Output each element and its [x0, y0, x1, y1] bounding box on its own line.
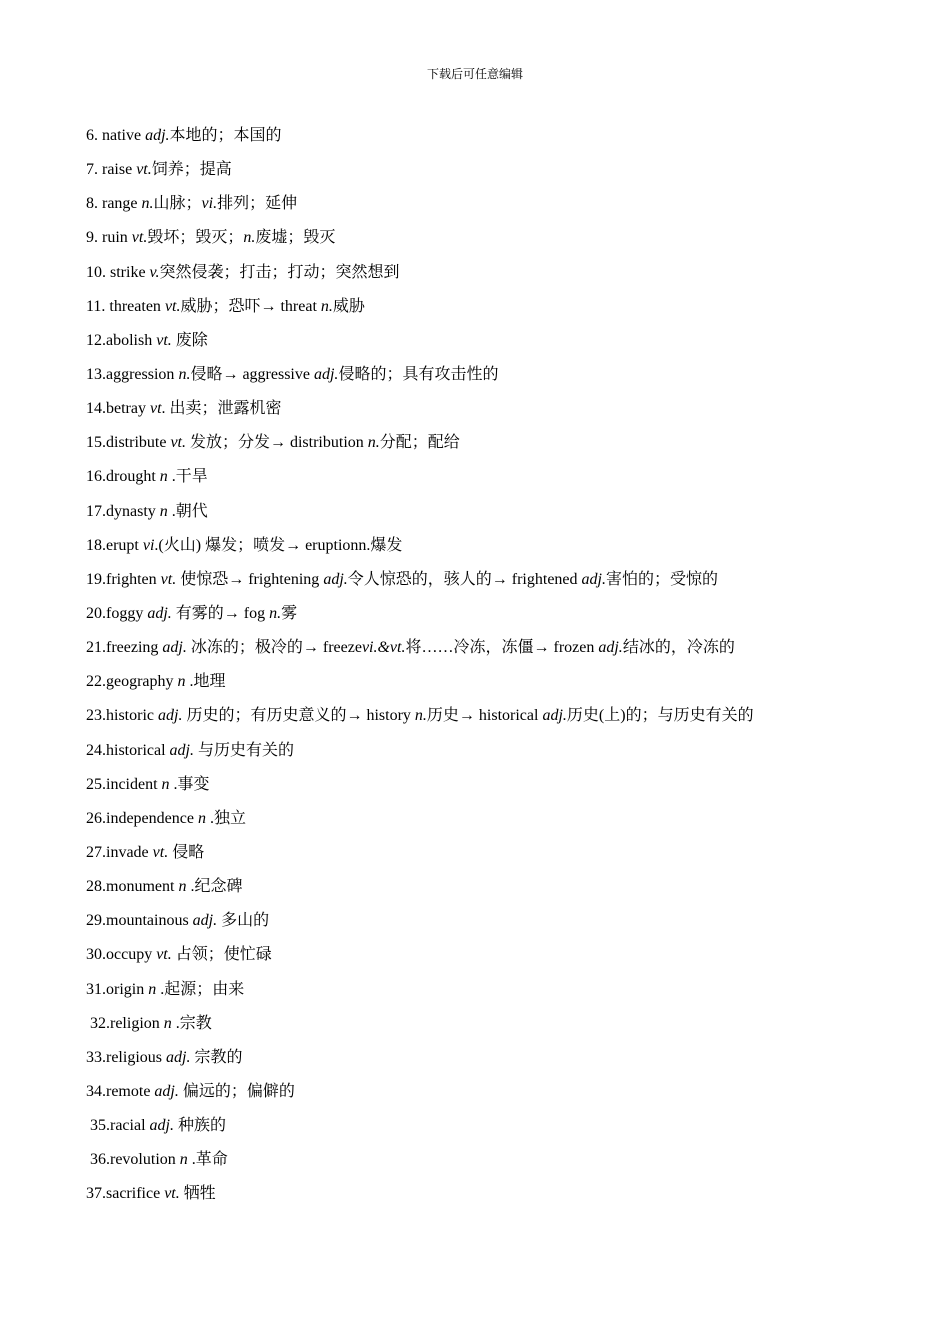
entry-text: 26.independence — [86, 809, 198, 827]
entry-text: 分配；配给 — [379, 434, 460, 452]
part-of-speech: vt. — [160, 570, 177, 588]
vocab-entry — [86, 1081, 906, 1115]
part-of-speech: n — [161, 775, 170, 793]
part-of-speech: adj. — [149, 1117, 174, 1135]
vocab-entry — [86, 432, 906, 466]
vocab-entry — [86, 1149, 906, 1183]
part-of-speech: vt. — [170, 434, 186, 452]
entry-text: 21.freezing — [86, 639, 163, 657]
entry-text: 25.incident — [86, 775, 162, 793]
entry-text: 废墟；毁灭 — [255, 229, 336, 247]
part-of-speech: n. — [414, 707, 427, 725]
entry-text: 13.aggression — [86, 365, 179, 383]
vocab-entry — [86, 705, 906, 739]
vocab-entry — [86, 910, 906, 944]
entry-text: 毁坏；毁灭； — [147, 229, 244, 247]
entry-text: 23.historic — [86, 707, 158, 725]
entry-text: .宗教 — [171, 1014, 212, 1032]
entry-text: 36.revolution — [90, 1151, 180, 1169]
vocab-entry — [86, 637, 906, 671]
vocab-entry — [86, 193, 906, 227]
part-of-speech: vi.&vt. — [361, 639, 406, 657]
entry-text: 威胁 — [332, 297, 365, 315]
part-of-speech: vt — [149, 400, 162, 418]
part-of-speech: adj. — [147, 604, 172, 622]
entry-text: 与历史有关的 — [194, 741, 295, 759]
vocab-entry — [86, 876, 906, 910]
part-of-speech: vt. — [156, 946, 172, 964]
vocab-entry — [86, 842, 906, 876]
entry-text: 18.erupt — [86, 536, 143, 554]
entry-text: .事变 — [169, 775, 210, 793]
vocab-entry — [86, 944, 906, 978]
vocab-entry — [86, 159, 906, 193]
entry-text: 历史(上)的；与历史有关的 — [566, 707, 754, 725]
entry-text: 多山的 — [217, 912, 270, 930]
entry-text: 17.dynasty — [86, 502, 160, 520]
entry-text: 侵略的；具有攻击性的 — [338, 365, 499, 383]
entry-text: 使惊恐→ frightening — [176, 570, 324, 588]
part-of-speech: n — [178, 878, 187, 896]
vocab-entry — [86, 979, 906, 1013]
vocab-entry — [86, 1115, 906, 1149]
entry-text: 35.racial — [90, 1117, 150, 1135]
entry-text: 雾 — [281, 604, 298, 622]
entry-text: .朝代 — [167, 502, 208, 520]
part-of-speech: vt. — [164, 297, 181, 315]
vocab-entry — [86, 1013, 906, 1047]
entry-text: .地理 — [185, 673, 226, 691]
entry-text: 10. strike — [86, 263, 150, 281]
entry-text: .起源；由来 — [156, 980, 245, 998]
entry-text: 结冰的，冷冻的 — [622, 639, 735, 657]
entry-text: 历史的；有历史意义的→ history — [182, 707, 415, 725]
entry-text: 废除 — [171, 331, 208, 349]
vocab-entry — [86, 262, 906, 296]
entry-text: 牺牲 — [179, 1185, 216, 1203]
entry-text: 29.mountainous — [86, 912, 193, 930]
entry-text: 19.frighten — [86, 570, 161, 588]
vocabulary-list — [86, 125, 906, 1218]
part-of-speech: n. — [243, 229, 256, 247]
vocab-entry — [86, 330, 906, 364]
entry-text: 8. range — [86, 195, 142, 213]
vocab-entry — [86, 1183, 906, 1217]
vocab-entry — [86, 501, 906, 535]
entry-text: .纪念碑 — [186, 878, 243, 896]
part-of-speech: v. — [149, 263, 160, 281]
entry-text: 侵略→ aggressive — [190, 365, 314, 383]
entry-text: 有雾的→ fog — [171, 604, 270, 622]
part-of-speech: vt. — [131, 229, 148, 247]
entry-text: 占领；使忙碌 — [171, 946, 272, 964]
entry-text: 侵略 — [168, 843, 205, 861]
entry-text: 排列；延伸 — [217, 195, 298, 213]
vocab-entry — [86, 808, 906, 842]
vocab-entry — [86, 671, 906, 705]
part-of-speech: vi — [142, 536, 155, 554]
entry-text: 偏远的；偏僻的 — [178, 1082, 295, 1100]
part-of-speech: adj. — [542, 707, 567, 725]
entry-text: 饲养；提高 — [151, 161, 232, 179]
entry-text: .(火山) 爆发；喷发→ eruptionn.爆发 — [154, 536, 403, 554]
part-of-speech: n — [159, 502, 168, 520]
part-of-speech: adj. — [192, 912, 218, 930]
vocab-entry — [86, 398, 906, 432]
entry-text: 34.remote — [86, 1082, 155, 1100]
part-of-speech: adj. — [313, 365, 339, 383]
part-of-speech: n — [177, 673, 186, 691]
part-of-speech: n. — [367, 434, 380, 452]
vocab-entry — [86, 535, 906, 569]
entry-text: .干旱 — [167, 468, 208, 486]
part-of-speech: vt. — [136, 161, 152, 179]
entry-text: 冰冻的；极冷的→ freeze — [186, 639, 362, 657]
entry-text: 22.geography — [86, 673, 178, 691]
page-header: 下载后可任意编辑 — [426, 67, 523, 81]
vocab-entry — [86, 1047, 906, 1081]
vocab-entry — [86, 603, 906, 637]
entry-text: 11. threaten — [86, 297, 165, 315]
part-of-speech: adj. — [162, 639, 187, 657]
entry-text: 种族的 — [173, 1117, 226, 1135]
entry-text: 9. ruin — [86, 229, 132, 247]
entry-text: 历史→ historical — [426, 707, 543, 725]
entry-text: 6. native — [86, 127, 146, 144]
part-of-speech: adj. — [169, 741, 194, 759]
entry-text: . 出卖；泄露机密 — [161, 400, 282, 418]
entry-text: 宗教的 — [190, 1048, 243, 1066]
part-of-speech: n — [179, 1151, 188, 1169]
part-of-speech: adj. — [598, 639, 623, 657]
entry-text: 害怕的；受惊的 — [605, 570, 718, 588]
part-of-speech: adj. — [581, 570, 606, 588]
part-of-speech: n. — [141, 195, 154, 213]
entry-text: 16.drought — [86, 468, 160, 486]
vocab-entry — [86, 466, 906, 500]
entry-text: 32.religion — [90, 1014, 164, 1032]
part-of-speech: n — [163, 1014, 172, 1032]
part-of-speech: n. — [269, 604, 282, 622]
entry-text: 24.historical — [86, 741, 170, 759]
part-of-speech: n — [197, 809, 206, 827]
vocab-entry — [86, 774, 906, 808]
entry-text: 30.occupy — [86, 946, 157, 964]
vocab-entry — [86, 296, 906, 330]
part-of-speech: n. — [320, 297, 333, 315]
vocab-entry — [86, 364, 906, 398]
part-of-speech: vi. — [201, 195, 218, 213]
part-of-speech: adj. — [154, 1082, 179, 1100]
vocab-entry — [86, 125, 906, 159]
entry-text: 发放；分发→ distribution — [185, 434, 368, 452]
entry-text: 15.distribute — [86, 434, 171, 452]
part-of-speech: vt. — [156, 331, 172, 349]
part-of-speech: vt. — [152, 843, 169, 861]
entry-text: 28.monument — [86, 878, 179, 896]
entry-text: 31.origin — [86, 980, 149, 998]
entry-text: 突然侵袭；打击；打动；突然想到 — [159, 263, 400, 281]
entry-text: 33.religious — [86, 1048, 166, 1066]
vocab-entry — [86, 569, 906, 603]
vocab-entry — [86, 740, 906, 774]
entry-text: 威胁；恐吓→ threat — [180, 297, 321, 315]
part-of-speech: n. — [178, 365, 191, 383]
part-of-speech: n — [148, 980, 157, 998]
entry-text: 本地的；本国的 — [169, 127, 282, 144]
entry-text: 7. raise — [86, 161, 137, 179]
part-of-speech: adj. — [145, 127, 170, 144]
entry-text: .革命 — [187, 1151, 228, 1169]
entry-text: 将……冷冻，冻僵→ frozen — [405, 639, 599, 657]
entry-text: 37.sacrifice — [86, 1185, 165, 1203]
part-of-speech: adj. — [323, 570, 348, 588]
entry-text: 14.betray — [86, 400, 150, 418]
entry-text: 20.foggy — [86, 604, 148, 622]
part-of-speech: adj. — [166, 1048, 191, 1066]
entry-text: 27.invade — [86, 843, 153, 861]
part-of-speech: vt. — [164, 1185, 180, 1203]
entry-text: .独立 — [205, 809, 246, 827]
part-of-speech: adj. — [158, 707, 183, 725]
entry-text: 山脉； — [153, 195, 202, 213]
entry-text: 令人惊恐的，骇人的→ frightened — [347, 570, 582, 588]
part-of-speech: n — [159, 468, 168, 486]
entry-text: 12.abolish — [86, 331, 157, 349]
vocab-entry — [86, 227, 906, 261]
